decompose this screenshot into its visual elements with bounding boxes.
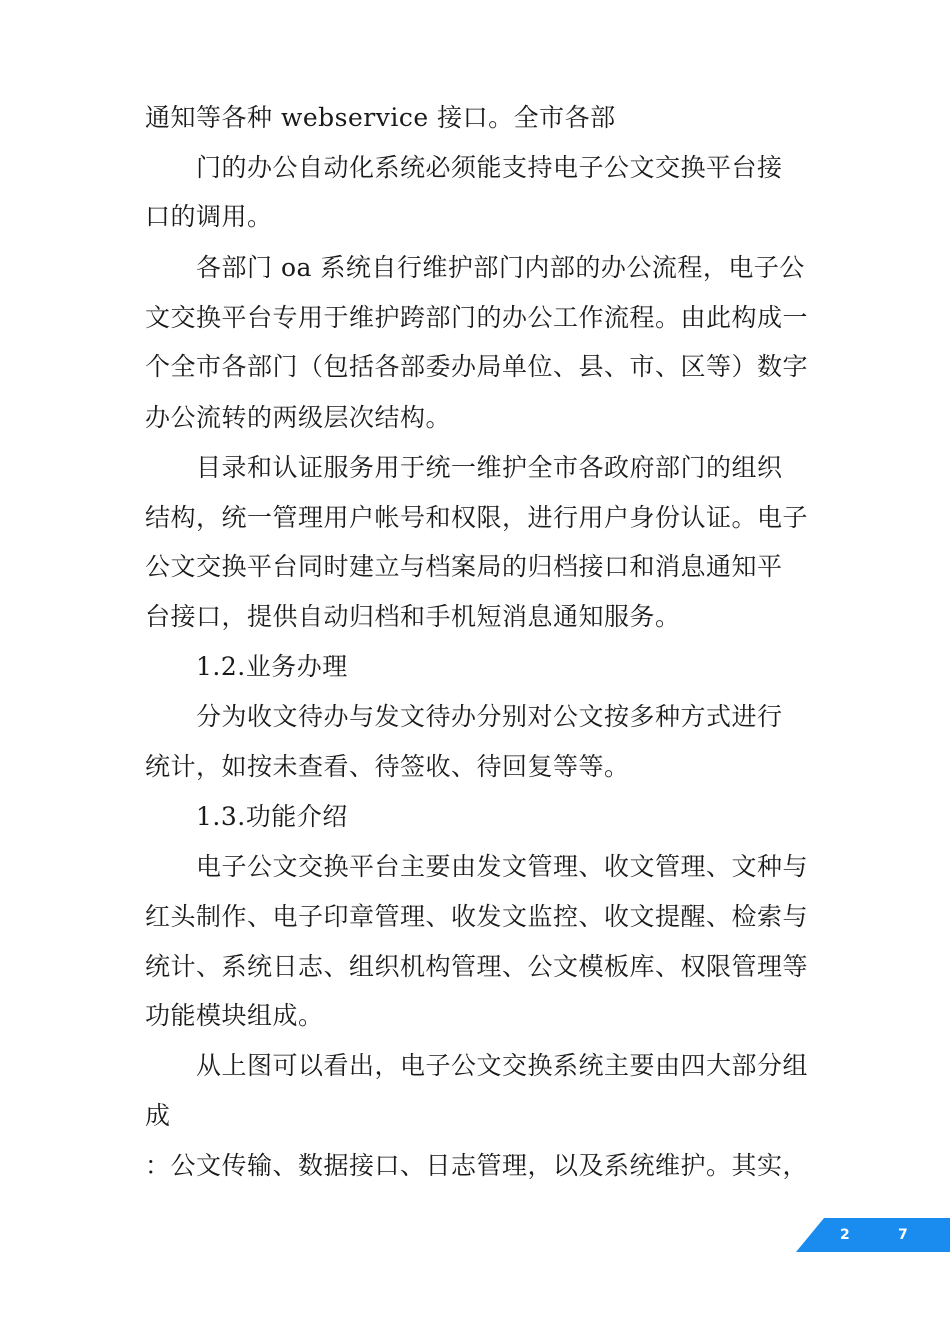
total-page-number: 7 — [898, 1227, 908, 1243]
text-line: 台接口，提供自动归档和手机短消息通知服务。 — [145, 602, 681, 631]
text-line: 结构，统一管理用户帐号和权限，进行用户身份认证。电子 — [145, 503, 809, 532]
text-line: 口的调用。 — [145, 202, 273, 231]
page-number-band — [796, 1218, 950, 1252]
text-line: 分为收文待办与发文待办分别对公文按多种方式进行 — [196, 702, 783, 731]
text-line: 个全市各部门（包括各部委办局单位、县、市、区等）数字 — [145, 352, 809, 381]
text-line: 红头制作、电子印章管理、收发文监控、收文提醒、检索与 — [145, 902, 809, 931]
section-heading: 1.2.业务办理 — [196, 652, 348, 681]
text-line: 从上图可以看出，电子公文交换系统主要由四大部分组 — [196, 1051, 809, 1080]
section-heading: 1.3.功能介绍 — [196, 802, 348, 831]
text-line: 文交换平台专用于维护跨部门的办公工作流程。由此构成一 — [145, 303, 809, 332]
text-line: 统计，如按未查看、待签收、待回复等等。 — [145, 752, 630, 781]
text-line: 各部门 oa 系统自行维护部门内部的办公流程，电子公 — [196, 253, 805, 282]
text-line: 公文交换平台同时建立与档案局的归档接口和消息通知平 — [145, 552, 783, 581]
current-page-number: 2 — [840, 1227, 850, 1243]
text-line: ：公文传输、数据接口、日志管理，以及系统维护。其实， — [145, 1151, 809, 1180]
text-line: 成 — [145, 1101, 171, 1130]
text-line: 功能模块组成。 — [145, 1001, 324, 1030]
text-line: 电子公文交换平台主要由发文管理、收文管理、文种与 — [196, 852, 809, 881]
text-line: 办公流转的两级层次结构。 — [145, 403, 452, 432]
text-line: 统计、系统日志、组织机构管理、公文模板库、权限管理等 — [145, 952, 809, 981]
text-line: 目录和认证服务用于统一维护全市各政府部门的组织 — [196, 453, 783, 482]
text-line: 门的办公自动化系统必须能支持电子公文交换平台接 — [196, 153, 783, 182]
text-line: 通知等各种 webservice 接口。全市各部 — [145, 103, 616, 132]
